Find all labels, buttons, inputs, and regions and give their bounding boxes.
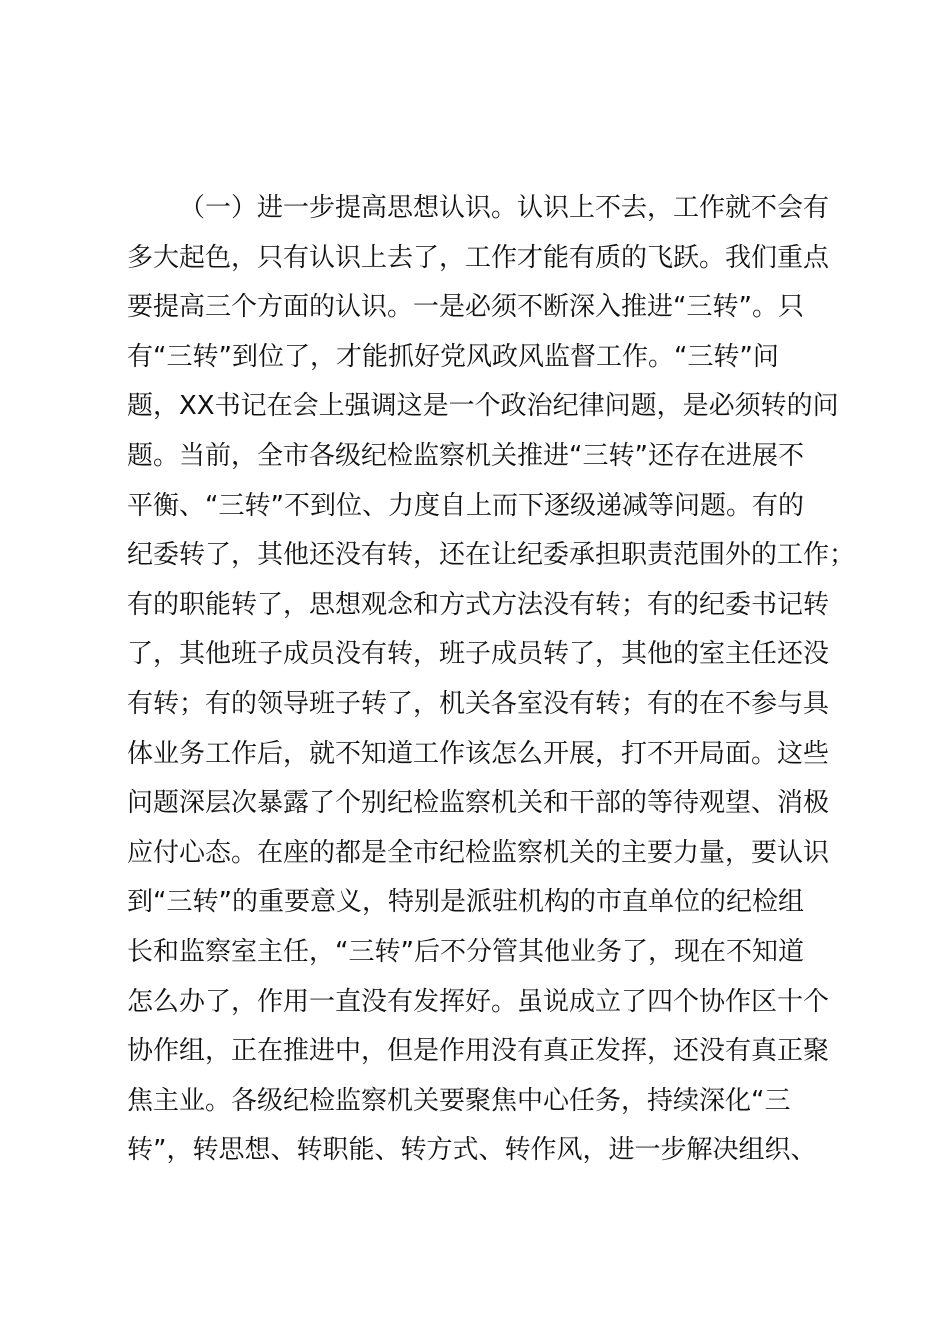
text-line: 协作组，正在推进中，但是作用没有真正发挥，还没有真正聚 [127,1036,830,1067]
text-line: 纪委转了，其他还没有转，还在让纪委承担职责范围外的工作； [127,540,856,571]
text-line: 有转；有的领导班子转了，机关各室没有转；有的在不参与具 [127,688,830,719]
text-line: 多大起色，只有认识上去了，工作才能有质的飞跃。我们重点 [127,242,830,273]
text-line: 问题深层次暴露了个别纪检监察机关和干部的等待观望、消极 [127,788,830,819]
text-line: 到“三转”的重要意义，特别是派驻机构的市直单位的纪检组 [127,887,804,918]
text-line: 焦主业。各级纪检监察机关要聚焦中心任务，持续深化“三 [127,1085,791,1116]
text-line: 平衡、“三转”不到位、力度自上而下逐级递减等问题。有的 [127,490,804,521]
body-paragraph [127,184,856,1176]
text-line: 有“三转”到位了，才能抓好党风政风监督工作。“三转”问 [127,341,779,372]
text-line: 怎么办了，作用一直没有发挥好。虽说成立了四个协作区十个 [127,986,830,1017]
text-line: 题。当前，全市各级纪检监察机关推进“三转”还存在进展不 [127,440,804,471]
text-line: 应付心态。在座的都是全市纪检监察机关的主要力量，要认识 [127,837,830,868]
text-line: 转”，转思想、转职能、转方式、转作风，进一步解决组织、 [127,1135,817,1166]
text-line: （一）进一步提高思想认识。认识上不去，工作就不会有 [179,193,830,223]
text-line: 了，其他班子成员没有转，班子成员转了，其他的室主任还没 [127,639,830,670]
text-line: 有的职能转了，思想观念和方式方法没有转；有的纪委书记转 [127,589,830,620]
text-line: 长和监察室主任，“三转”后不分管其他业务了，现在不知道 [127,936,804,967]
text-line: 题，XX书记在会上强调这是一个政治纪律问题，是必须转的问 [127,391,839,422]
text-line: 体业务工作后，就不知道工作该怎么开展，打不开局面。这些 [127,738,830,769]
text-line: 要提高三个方面的认识。一是必须不断深入推进“三转”。只 [127,292,804,323]
